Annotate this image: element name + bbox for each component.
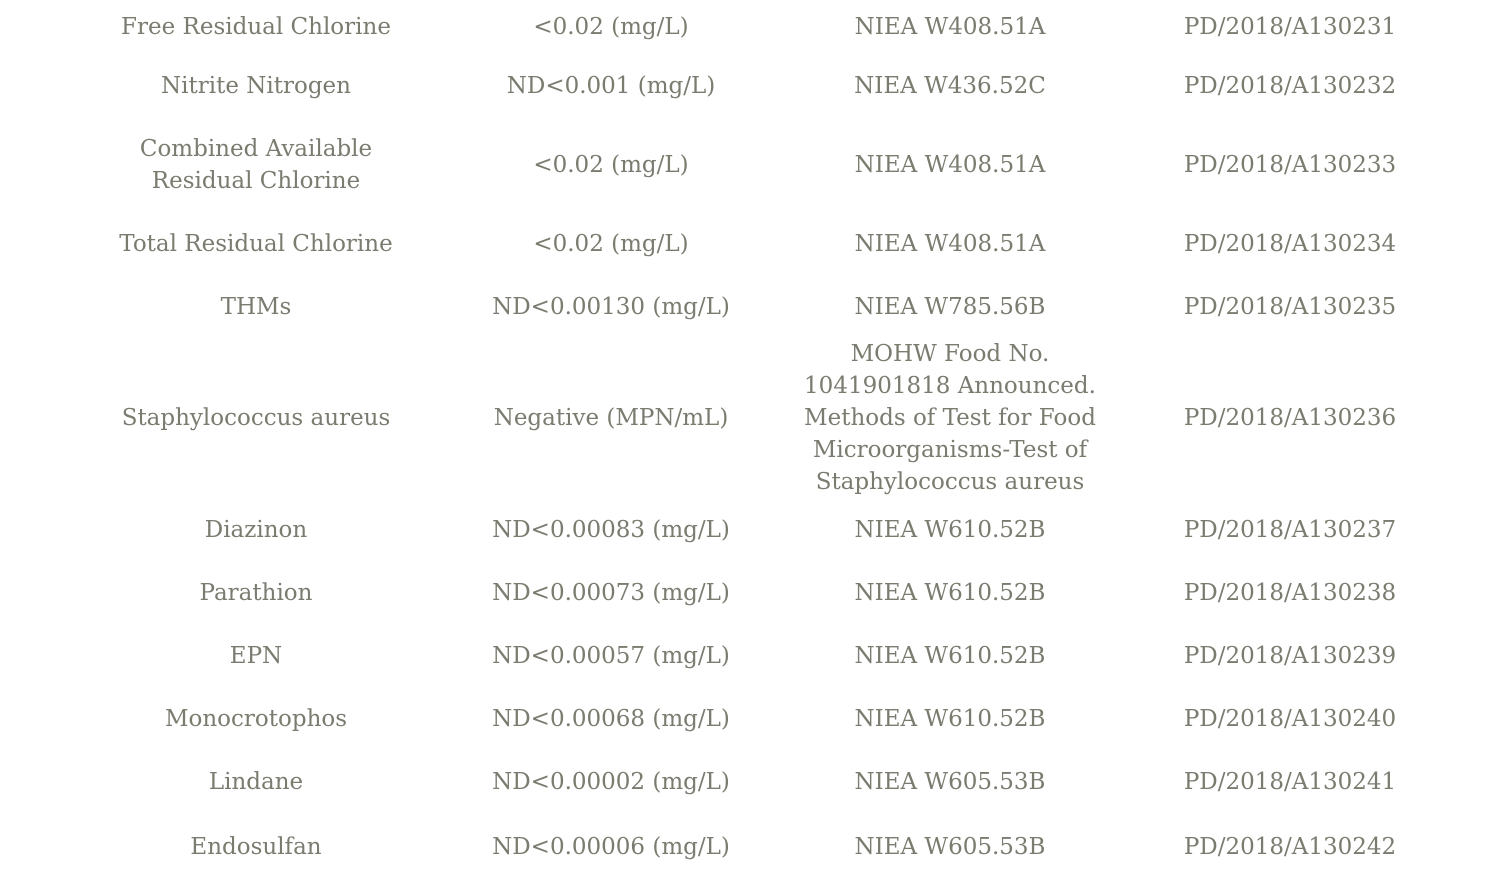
result-cell: <0.02 (mg/L) xyxy=(533,230,689,257)
method-cell: NIEA W610.52B xyxy=(854,705,1046,732)
table-row xyxy=(80,813,1470,880)
result-cell: ND<0.00057 (mg/L) xyxy=(492,642,730,669)
result-cell: ND<0.00130 (mg/L) xyxy=(492,293,730,320)
result-cell: <0.02 (mg/L) xyxy=(533,151,689,178)
method-cell: NIEA W605.53B xyxy=(854,768,1046,795)
table-row xyxy=(80,117,1470,212)
result-cell: ND<0.00002 (mg/L) xyxy=(492,768,730,795)
test-item-cell: Free Residual Chlorine xyxy=(121,14,391,40)
table-row xyxy=(80,212,1470,275)
method-cell: NIEA W408.51A xyxy=(854,151,1046,178)
result-cell: <0.02 (mg/L) xyxy=(533,14,689,40)
test-item-cell: Monocrotophos xyxy=(164,705,348,732)
test-item-cell: Total Residual Chlorine xyxy=(119,230,393,257)
test-item-cell: Lindane xyxy=(208,768,304,795)
report-number-cell: PD/2018/A130234 xyxy=(1183,230,1397,257)
method-cell: NIEA W610.52B xyxy=(854,579,1046,606)
test-item-cell: Nitrite Nitrogen xyxy=(161,72,351,99)
result-cell: ND<0.00073 (mg/L) xyxy=(492,579,730,606)
table-row xyxy=(80,687,1470,750)
test-item-cell: Parathion xyxy=(199,579,313,606)
method-cell: NIEA W610.52B xyxy=(854,516,1046,543)
test-item-cell: EPN xyxy=(229,642,283,669)
table-row xyxy=(80,54,1470,117)
table-row xyxy=(80,498,1470,561)
test-item-cell: Combined Available Residual Chlorine xyxy=(139,135,373,194)
report-number-cell: PD/2018/A130242 xyxy=(1183,833,1397,860)
report-number-cell: PD/2018/A130232 xyxy=(1183,72,1397,99)
method-cell: NIEA W605.53B xyxy=(854,833,1046,860)
result-cell: ND<0.00006 (mg/L) xyxy=(492,833,730,860)
report-number-cell: PD/2018/A130235 xyxy=(1183,293,1397,320)
report-number-cell: PD/2018/A130241 xyxy=(1183,768,1397,795)
result-cell: ND<0.00083 (mg/L) xyxy=(492,516,730,543)
report-number-cell: PD/2018/A130239 xyxy=(1183,642,1397,669)
method-cell: MOHW Food No. 1041901818 Announced. Methods of Test for Food Microorganisms-Test of Staphylococcus aureus xyxy=(804,341,1096,495)
table-row xyxy=(80,338,1470,498)
test-item-cell: THMs xyxy=(220,293,292,320)
test-results-table xyxy=(80,0,1470,880)
method-cell: NIEA W610.52B xyxy=(854,642,1046,669)
report-number-cell: PD/2018/A130238 xyxy=(1183,579,1397,606)
table-row xyxy=(80,0,1470,54)
method-cell: NIEA W408.51A xyxy=(854,14,1046,40)
method-cell: NIEA W785.56B xyxy=(854,293,1046,320)
result-cell: ND<0.00068 (mg/L) xyxy=(492,705,730,732)
method-cell: NIEA W436.52C xyxy=(854,72,1046,99)
method-cell: NIEA W408.51A xyxy=(854,230,1046,257)
report-number-cell: PD/2018/A130240 xyxy=(1183,705,1397,732)
test-item-cell: Staphylococcus aureus xyxy=(121,405,391,431)
table-row xyxy=(80,561,1470,624)
report-number-cell: PD/2018/A130231 xyxy=(1183,14,1397,40)
test-item-cell: Diazinon xyxy=(204,516,308,543)
result-cell: Negative (MPN/mL) xyxy=(493,405,729,431)
table-row xyxy=(80,624,1470,687)
report-number-cell: PD/2018/A130233 xyxy=(1183,151,1397,178)
table-row xyxy=(80,275,1470,338)
table-row xyxy=(80,750,1470,813)
result-cell: ND<0.001 (mg/L) xyxy=(506,72,716,99)
report-number-cell: PD/2018/A130236 xyxy=(1183,405,1397,431)
report-number-cell: PD/2018/A130237 xyxy=(1183,516,1397,543)
test-item-cell: Endosulfan xyxy=(190,833,322,860)
